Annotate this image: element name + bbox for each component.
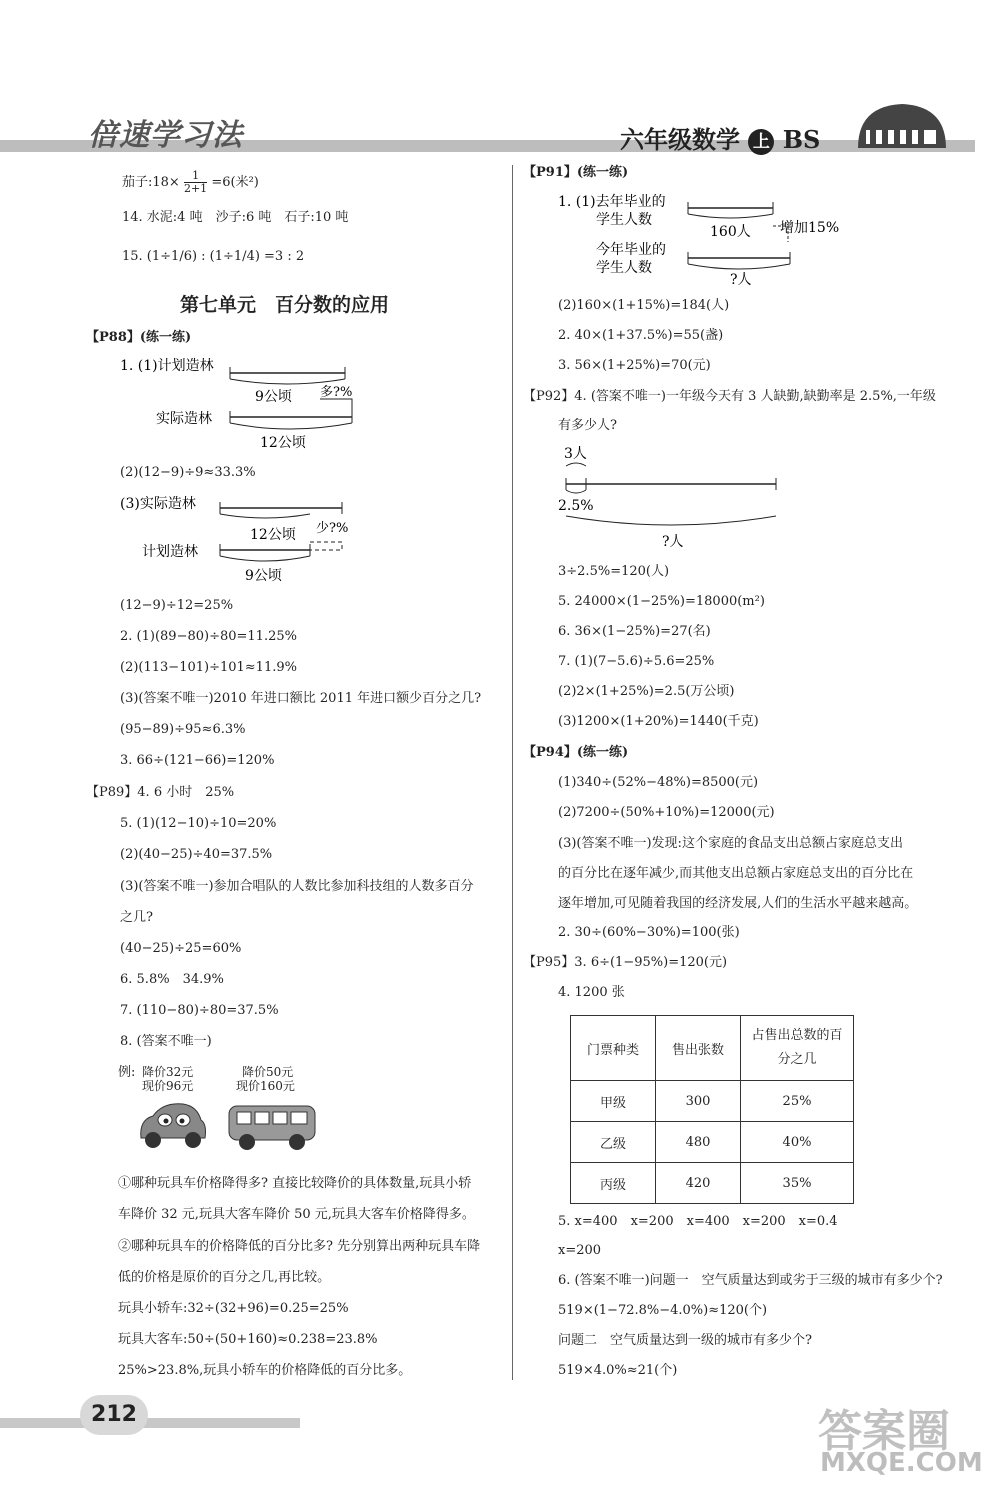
d2-less-label: 少?%: [316, 521, 349, 536]
answer-7: 7. (110−80)÷80=37.5%: [120, 1003, 279, 1018]
r-p94-2: (2)7200÷(50%+10%)=12000(元): [558, 805, 775, 820]
table-header-cell: 占售出总数的百分之几: [741, 1016, 854, 1081]
reason-1b: 车降价 32 元,玩具大客车降价 50 元,玩具大客车价格降得多。: [118, 1207, 475, 1222]
r-answer-1-2: (2)160×(1+15%)=184(人): [558, 298, 730, 313]
d1-9-label: 9公顷: [255, 389, 292, 405]
column-divider: [512, 165, 513, 1380]
reason-2a: ②哪种玩具车的价格降低的百分比多? 先分别算出两种玩具车降: [118, 1239, 481, 1254]
table-row: [571, 1163, 854, 1204]
r-answer-6: 6. 36×(1−25%)=27(名): [558, 624, 711, 639]
d2-9-label: 9公顷: [245, 568, 282, 584]
answer-8: 8. (答案不唯一): [120, 1034, 212, 1049]
segment-diagram-1: [120, 355, 380, 455]
table-row: [571, 1081, 854, 1122]
table-header-cell: 门票种类: [571, 1016, 656, 1081]
d3-b1-label: 今年毕业的: [596, 242, 666, 258]
r-answer-2: 2. 40×(1+37.5%)=55(盏): [558, 328, 724, 343]
r-answer-5-x: 5. x=400 x=200 x=400 x=200 x=0.4: [558, 1214, 838, 1229]
section-p94: 【P94】(练一练): [523, 745, 629, 760]
table-cell: 300: [656, 1081, 741, 1122]
conclusion: 25%>23.8%,玩具小轿车的价格降低的百分比多。: [118, 1363, 412, 1378]
table-cell: 25%: [741, 1081, 854, 1122]
segment-diagram-3: [558, 190, 858, 290]
example-label: 例:: [118, 1065, 136, 1080]
table-cell: 35%: [741, 1163, 854, 1204]
answer-2-1: 2. (1)(89−80)÷80=11.25%: [120, 629, 297, 644]
answer-5-3-calc: (40−25)÷25=60%: [120, 941, 242, 956]
calc-bus: 玩具大客车:50÷(50+160)≈0.238=23.8%: [118, 1332, 378, 1347]
brand-logo: 倍速学习法: [88, 118, 243, 153]
page-number: 212: [80, 1395, 148, 1435]
r-answer-3: 3. 56×(1+25%)=70(元): [558, 358, 711, 373]
d1-bottom-label: 实际造林: [156, 411, 212, 427]
r-p94-3a: (3)(答案不唯一)发现:这个家庭的食品支出总额占家庭总支出: [558, 836, 903, 851]
bus-price-now: 现价160元: [236, 1079, 295, 1093]
r-answer-6-q1-calc: 519×(1−72.8%−4.0%)≈120(个): [558, 1303, 768, 1318]
reason-1a: ①哪种玩具车价格降得多? 直接比较降价的具体数量,玩具小轿: [118, 1176, 472, 1191]
answer-14: 14. 水泥:4 吨 沙子:6 吨 石子:10 吨: [122, 210, 349, 225]
answer-15: 15. (1÷1/6) : (1÷1/4) =3 : 2: [122, 249, 305, 264]
table-cell: 丙级: [571, 1163, 656, 1204]
answer-3: 3. 66÷(121−66)=120%: [120, 753, 275, 768]
r-answer-4-calc: 3÷2.5%=120(人): [558, 564, 670, 579]
answer-1-2: (2)(12−9)÷9≈33.3%: [120, 465, 256, 480]
r-p95-q3: 【P95】3. 6÷(1−95%)=120(元): [523, 955, 728, 970]
section-p91: 【P91】(练一练): [523, 165, 629, 180]
frac-num: 1: [184, 170, 207, 183]
r-answer-4: 【P92】4. (答案不唯一)一年级今天有 3 人缺勤,缺勤率是 2.5%,一年级: [523, 389, 936, 404]
eggplant-result: =6(米²): [211, 175, 259, 190]
r-answer-5-x-cont: x=200: [558, 1243, 602, 1258]
house-fence-icon: [852, 100, 952, 152]
r-p94-q2: 2. 30÷(60%−30%)=100(张): [558, 925, 740, 940]
ticket-table: [570, 1015, 854, 1204]
edition-label: BS: [782, 125, 821, 154]
d4-3-label: 3人: [564, 446, 587, 462]
d4-pct-label: 2.5%: [558, 498, 594, 514]
unit-title: 第七单元 百分数的应用: [180, 294, 390, 316]
eggplant-line: [122, 170, 259, 195]
table-header-row: [571, 1016, 854, 1081]
section-p88: 【P88】(练一练): [86, 330, 192, 345]
d3-inc-label: 增加15%: [780, 220, 840, 236]
book-subject: 六年级数学: [620, 125, 740, 154]
d1-more-label: 多?%: [320, 385, 353, 400]
answer-4: 【P89】4. 6 小时 25%: [86, 785, 235, 800]
table-cell: 40%: [741, 1122, 854, 1163]
watermark-url: MXQE.COM: [820, 1448, 983, 1478]
r-answer-7-3: (3)1200×(1+20%)=1440(千克): [558, 714, 759, 729]
book-title: [620, 120, 820, 155]
r-answer-7-2: (2)2×(1+25%)=2.5(万公顷): [558, 684, 735, 699]
r-answer-6-q1: 6. (答案不唯一)问题一 空气质量达到或劣于三级的城市有多少个?: [558, 1273, 943, 1288]
table-cell: 480: [656, 1122, 741, 1163]
footer-band: [0, 1418, 300, 1428]
d3-q-label: ?人: [730, 272, 752, 288]
table-header-cell: 售出张数: [656, 1016, 741, 1081]
d1-12-label: 12公顷: [260, 435, 306, 451]
answer-6: 6. 5.8% 34.9%: [120, 972, 224, 987]
reason-2b: 低的价格是原价的百分之几,再比较。: [118, 1270, 331, 1285]
segment-diagram-4: [558, 442, 788, 552]
volume-badge: 上: [748, 129, 774, 155]
answer-2-2: (2)(113−101)÷101≈11.9%: [120, 660, 297, 675]
frac-den: 2+1: [183, 182, 208, 195]
answer-2-3-calc: (95−89)÷95≈6.3%: [120, 722, 246, 737]
d2-top-label: (3)实际造林: [120, 496, 196, 512]
d4-q-label: ?人: [662, 534, 684, 550]
answer-5-2: (2)(40−25)÷40=37.5%: [120, 847, 273, 862]
segment-diagram-2: [120, 492, 380, 587]
watermark-logo: 答案圈: [818, 1406, 950, 1457]
answer-5-3: (3)(答案不唯一)参加合唱队的人数比参加科技组的人数多百分: [120, 879, 474, 894]
r-answer-4-cont: 有多少人?: [558, 418, 617, 433]
eggplant-text: 茄子:18×: [122, 175, 180, 190]
table-cell: 甲级: [571, 1081, 656, 1122]
r-p94-3c: 逐年增加,可见随着我国的经济发展,人们的生活水平越来越高。: [558, 896, 918, 911]
toy-car-icon: [135, 1098, 210, 1153]
r-p95-q4: 4. 1200 张: [558, 985, 625, 1000]
r-p94-3b: 的百分比在逐年减少,而其他支出总额占家庭总支出的百分比在: [558, 866, 914, 881]
d3-b2-label: 学生人数: [596, 260, 652, 276]
answer-5-1: 5. (1)(12−10)÷10=20%: [120, 816, 277, 831]
r-answer-7-1: 7. (1)(7−5.6)÷5.6=25%: [558, 654, 715, 669]
answer-5-3-cont: 之几?: [120, 910, 153, 925]
d3-a1-label: 1. (1)去年毕业的: [558, 194, 666, 210]
toy-bus-icon: [225, 1098, 320, 1153]
r-answer-6-q2-calc: 519×4.0%≈21(个): [558, 1363, 678, 1378]
car-price-drop: 降价32元: [142, 1065, 194, 1079]
table-cell: 420: [656, 1163, 741, 1204]
calc-car: 玩具小轿车:32÷(32+96)=0.25=25%: [118, 1301, 349, 1316]
answer-1-3: (12−9)÷12=25%: [120, 598, 234, 613]
table-row: [571, 1122, 854, 1163]
bus-price-drop: 降价50元: [242, 1065, 294, 1079]
r-answer-5: 5. 24000×(1−25%)=18000(m²): [558, 594, 765, 609]
d3-a2-label: 学生人数: [596, 212, 652, 228]
d2-bottom-label: 计划造林: [142, 544, 198, 560]
table-cell: 乙级: [571, 1122, 656, 1163]
d1-top-label: 1. (1)计划造林: [120, 358, 214, 374]
d2-12-label: 12公顷: [250, 527, 296, 543]
d3-160-label: 160人: [710, 224, 751, 240]
car-price-now: 现价96元: [142, 1079, 194, 1093]
answer-2-3: (3)(答案不唯一)2010 年进口额比 2011 年进口额少百分之几?: [120, 691, 482, 706]
r-p94-1: (1)340÷(52%−48%)=8500(元): [558, 775, 759, 790]
r-answer-6-q2: 问题二 空气质量达到一级的城市有多少个?: [558, 1333, 812, 1348]
